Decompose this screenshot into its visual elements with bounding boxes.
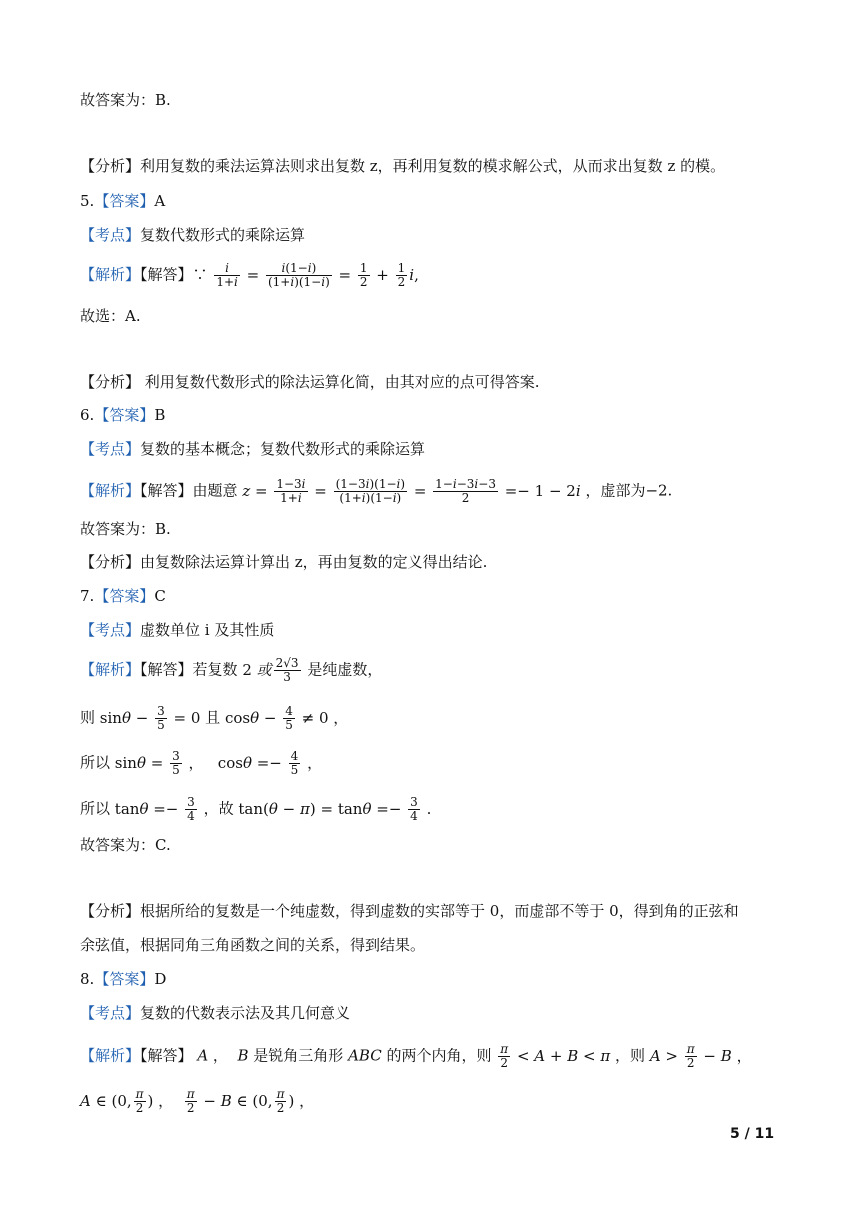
solution-text: 【解答】 [140,1046,193,1065]
page-number: 5 / 11 [730,1126,775,1142]
q7-analysis-2: 余弦值，根据同角三角函数之间的关系，得到结果。 [80,936,426,954]
question-number: 5. [80,192,95,210]
knowledge-tag: 【考点】 [80,1004,141,1022]
answer-tag: 【答案】 [94,970,155,988]
q6-answer [80,405,165,425]
answer-value: D [154,970,167,988]
q6-knowledge-point [80,439,425,459]
formula: $\frac{\pi}{2}$ < A + B < π [500,1042,611,1070]
answer-value: C [154,587,166,605]
formula: A ， B [197,1046,249,1065]
formula: A > $\frac{\pi}{2}$ − B ， [649,1042,752,1070]
question-number: 8. [80,970,95,988]
formula: cosθ − $\frac{4}{5}$ ≠ 0 ， [224,704,349,732]
formula: sinθ − $\frac{3}{5}$ = 0 [99,704,201,732]
formula: ABC [348,1046,382,1065]
q8-step-1 [80,1088,314,1115]
formula: tan(θ − π) = tanθ =− $\frac{3}{4}$ . [238,795,432,823]
q8-answer [80,969,166,989]
knowledge-tag: 【考点】 [80,226,141,244]
solution-tag: 【解析】 [80,265,141,284]
q5-answer [80,191,165,211]
solution-text: 【解答】∵ [140,265,208,284]
solution-tag: 【解析】 [80,1046,141,1065]
q6-analysis: 【分析】由复数除法运算计算出 z，再由复数的定义得出结论. [80,553,488,571]
q7-answer [80,586,166,606]
answer-line: 故答案为：B. [80,91,171,109]
knowledge-text: 虚数单位 i 及其性质 [140,621,275,639]
solution-tail: ，虚部为−2. [585,481,673,500]
solution-tag: 【解析】 [80,481,141,500]
formula: z = $\frac{1-3i}{1+i}$ = $\frac{(1-3i)(1-i)}{(1+i)(1-i)}$ = $\frac{1-i-3i-3}{2}$ =− 1 − 2i [242,477,581,505]
solution-text: 【解答】若复数 [140,660,238,679]
q7-solution [80,657,382,684]
q5-selection: 故选：A. [80,307,141,325]
q8-solution: 【解析】【解答】 A ， B 是锐角三角形 ABC 的两个内角，则 $\frac{\pi}{2}$ < A + B < π ，则 A > $\frac{\pi}{2}$ − B ， [80,1042,752,1070]
q8-knowledge-point [80,1003,350,1023]
q7-knowledge-point [80,620,274,640]
formula: 2 或 $\frac{2√3}{3}$ [242,656,299,684]
q7-answer-line: 故答案为：C. [80,836,171,854]
q5-knowledge-point [80,225,305,245]
answer-tag: 【答案】 [94,587,155,605]
answer-value: A [154,192,166,210]
knowledge-text: 复数的基本概念；复数代数形式的乘除运算 [140,440,426,458]
q7-step-3: 所以 tanθ =− $\frac{3}{4}$ ，故 tan(θ − π) = tanθ =− $\frac{3}{4}$ . [80,795,432,823]
solution-tail: 是纯虚数， [307,660,383,679]
answer-value: B [154,406,166,424]
q7-analysis-1: 【分析】根据所给的复数是一个纯虚数，得到虚数的实部等于 0，而虚部不等于 0，得到角的正弦和 [80,902,739,920]
q6-answer-line: 故答案为：B. [80,520,171,538]
knowledge-tag: 【考点】 [80,440,141,458]
q5-analysis: 【分析】 利用复数代数形式的除法运算化简，由其对应的点可得答案. [80,373,540,391]
knowledge-text: 复数的代数表示法及其几何意义 [140,1004,351,1022]
analysis-line: 【分析】利用复数的乘法运算法则求出复数 z，再利用复数的模求解公式，从而求出复数 z 的模。 [80,157,726,175]
q7-step-1: 则 sinθ − $\frac{3}{5}$ = 0 且 cosθ − $\frac{4}{5}$ ≠ 0 ， [80,704,349,732]
question-number: 7. [80,587,95,605]
q5-solution [80,262,419,289]
knowledge-text: 复数代数形式的乘除运算 [140,226,306,244]
question-number: 6. [80,406,95,424]
formula: $\frac{i}{1+i}$ = $\frac{i(1-i)}{(1+i)(1-i)}$ = $\frac{1}{2}$ + $\frac{1}{2}$ i, [216,261,419,289]
knowledge-tag: 【考点】 [80,621,141,639]
formula: A ∈ (0, $\frac{\pi}{2}$ ) ， $\frac{\pi}{2}$ − B ∈ (0, $\frac{\pi}{2}$ ) ， [80,1087,315,1115]
solution-text: 【解答】由题意 [140,481,238,500]
formula: tanθ =− $\frac{3}{4}$ [114,795,195,823]
formula: sinθ = $\frac{3}{5}$ ， cosθ =− $\frac{4}{5}$ ， [114,749,323,777]
answer-tag: 【答案】 [94,406,155,424]
q7-step-2: 所以 sinθ = $\frac{3}{5}$ ， cosθ =− $\frac{4}{5}$ ， [80,749,323,777]
q6-solution [80,478,672,505]
answer-tag: 【答案】 [94,192,155,210]
solution-tag: 【解析】 [80,660,141,679]
